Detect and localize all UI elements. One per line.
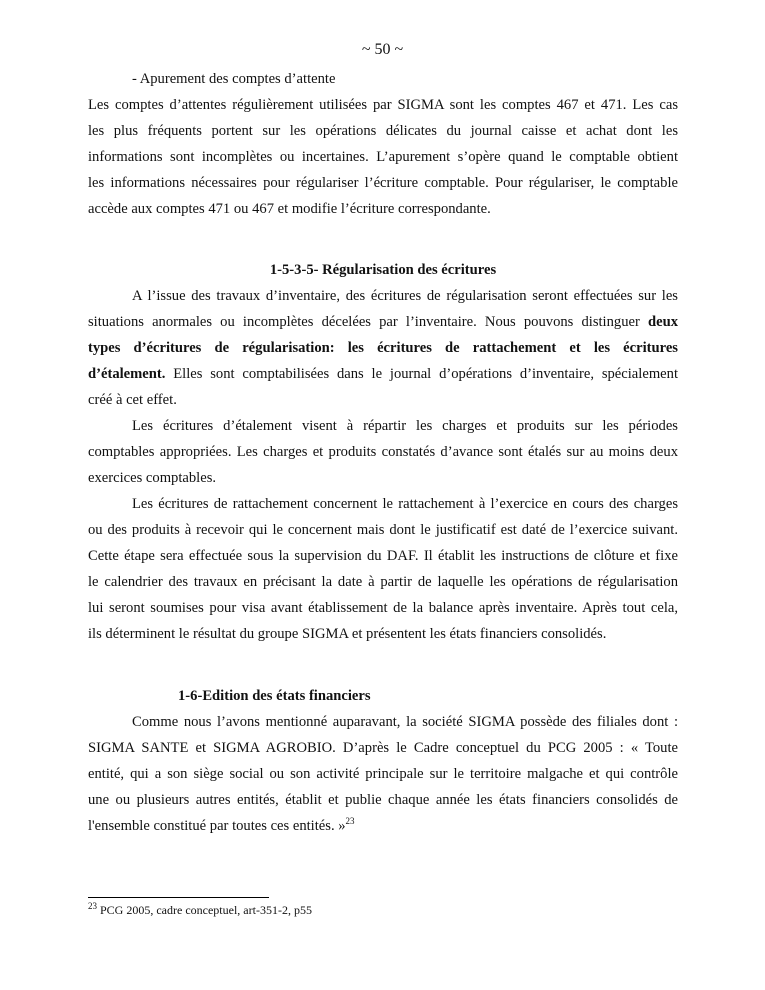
text-run: lui seront soumises pour visa avant établissement de la balance après inventaire. Après tout cela,	[88, 600, 678, 616]
section-apurement-comptes-attente	[88, 66, 678, 222]
text-line	[88, 569, 678, 595]
text-run: comptables appropriées. Les charges et produits constatés d’avance sont étalés sur au moins deux	[88, 444, 678, 460]
text-line	[88, 335, 678, 361]
text-line	[88, 196, 678, 222]
text-run: les informations nécessaires pour régulariser l’écriture comptable. Pour régulariser, le comptable	[88, 175, 678, 191]
text-run: Elles sont comptabilisées dans le journal d’opérations d’inventaire, spécialement	[165, 366, 678, 382]
text-line	[88, 761, 678, 787]
text-line	[88, 439, 678, 465]
text-line	[88, 413, 678, 439]
section-heading	[88, 683, 678, 709]
text-run: l'ensemble constitué par toutes ces entités. »	[88, 818, 346, 834]
text-run: Les comptes d’attentes régulièrement utilisées par SIGMA sont les comptes 467 et 471. Les cas	[88, 97, 678, 113]
text-line	[88, 787, 678, 813]
text-line	[88, 465, 678, 491]
text-line	[88, 735, 678, 761]
text-run: le calendrier des travaux en précisant la date à partir de laquelle les opérations de régularisation	[88, 574, 678, 590]
text-line	[88, 491, 678, 517]
text-run: Les écritures d’étalement visent à répartir les charges et produits sur les périodes	[132, 418, 678, 434]
text-run: A l’issue des travaux d’inventaire, des écritures de régularisation seront effectuées sur les	[132, 288, 678, 304]
text-run: 1-6-Edition des états financiers	[178, 688, 371, 704]
section-regularisation-ecritures	[88, 257, 678, 647]
text-line	[88, 709, 678, 735]
text-line	[88, 144, 678, 170]
text-line	[88, 517, 678, 543]
text-line	[88, 595, 678, 621]
footnote-reference: 23	[345, 816, 355, 827]
text-run: entité, qui a son siège social ou son activité principale sur le territoire malgache et qui contrôle	[88, 766, 678, 782]
text-run: accède aux comptes 471 ou 467 et modifie l’écriture correspondante.	[88, 201, 491, 217]
text-line	[88, 813, 678, 839]
text-line	[88, 170, 678, 196]
text-line	[88, 118, 678, 144]
text-run: Comme nous l’avons mentionné auparavant, la société SIGMA possède des filiales dont :	[132, 714, 678, 730]
section-edition-etats-financiers	[88, 683, 678, 839]
page-number: ~ 50 ~	[361, 41, 404, 58]
text-line	[88, 309, 678, 335]
text-run: ou des produits à recevoir qui le concernent mais dont le justificatif est daté de l’exercice suivant.	[88, 522, 678, 538]
text-line	[88, 92, 678, 118]
text-line	[88, 543, 678, 569]
text-run: deux	[647, 314, 678, 330]
footnote-separator	[88, 897, 269, 898]
text-run: d’étalement.	[88, 366, 166, 382]
text-run: les plus fréquents portent sur les opérations délicates du journal caisse et achat dont les	[88, 123, 678, 139]
text-run: - Apurement des comptes d’attente	[132, 71, 336, 87]
text-line	[88, 387, 678, 413]
text-run: Cette étape sera effectuée sous la supervision du DAF. Il établit les instructions de clôture et fixe	[88, 548, 678, 564]
text-run: une ou plusieurs autres entités, établit et publie chaque année les états financiers consolidés de	[88, 792, 678, 808]
text-line	[88, 621, 678, 647]
text-line	[88, 361, 678, 387]
text-run: situations anormales ou incomplètes décelées par l’inventaire. Nous pouvons distinguer	[88, 314, 648, 330]
text-run: Les écritures de rattachement concernent le rattachement à l’exercice en cours des charges	[132, 496, 678, 512]
footnote-number: 23	[88, 901, 97, 911]
text-line	[88, 283, 678, 309]
text-run: types d’écritures de régularisation: les écritures de rattachement et les écritures	[88, 340, 678, 356]
text-run: informations sont incomplètes ou incertaines. L’apurement s’opère quand le comptable obtient	[88, 149, 678, 165]
text-run: SIGMA SANTE et SIGMA AGROBIO. D’après le Cadre conceptuel du PCG 2005 : « Toute	[88, 740, 678, 756]
text-line	[88, 66, 678, 92]
text-run: ils déterminent le résultat du groupe SIGMA et présentent les états financiers consolidés.	[88, 626, 607, 642]
text-run: exercices comptables.	[88, 470, 217, 486]
footnote-text: PCG 2005, cadre conceptuel, art-351-2, p55	[97, 903, 312, 917]
footnote	[88, 903, 312, 918]
text-run: 1-5-3-5- Régularisation des écritures	[269, 262, 497, 278]
text-run: créé à cet effet.	[88, 392, 177, 408]
section-heading	[88, 257, 678, 283]
